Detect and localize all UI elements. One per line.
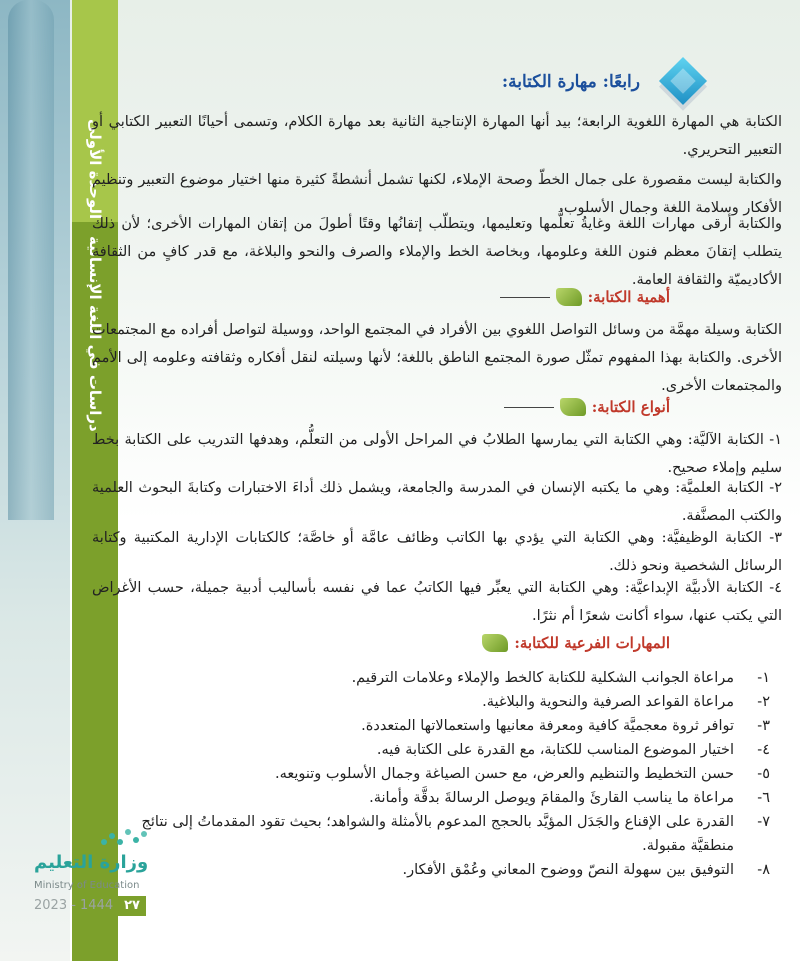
importance-heading-label: أهمية الكتابة:: [587, 288, 670, 306]
subskill-text: مراعاة القواعد الصرفية والنحوية والبلاغية.: [482, 694, 734, 710]
type-item-1: ١- الكتابة الآليَّة: وهي الكتابة التي يمارسها الطلابُ في المراحل الأولى من التعلُّم، وهدفها التدريب على الكتابة بخط سليم وإملاء صحيح.: [92, 432, 782, 476]
subskills-heading: [482, 634, 670, 652]
page-number: ٢٧: [118, 896, 146, 916]
subskill-item: [130, 858, 770, 882]
leaf-icon: [556, 288, 582, 306]
type-item-3: ٣- الكتابة الوظيفيَّة: وهي الكتابة التي يؤدي بها الكاتب وظائف عامَّة أو خاصَّة؛ كالكتابات الإدارية المكتبية وكتابة الرسائل الشخصية ونحو ذلك.: [92, 530, 782, 574]
subskill-item: [130, 810, 770, 858]
type-item-4: ٤- الكتابة الأدبيَّة الإبداعيَّة: وهي الكتابة التي يعبِّر فيها الكاتبُ عما في نفسه بأساليب أدبية جميلة، حسب الأغراض التي يكتب عنها، سواء أكانت شعرًا أم نثرًا.: [92, 580, 782, 624]
subskill-item: [130, 690, 770, 714]
subskill-number: ٣-: [757, 718, 770, 734]
importance-heading: [500, 288, 670, 306]
types-heading: [504, 398, 670, 416]
subskills-heading-label: المهارات الفرعية للكتابة:: [514, 634, 670, 652]
subskill-number: ٢-: [757, 694, 770, 710]
subskill-item: [130, 738, 770, 762]
subskill-item: [130, 666, 770, 690]
intro-paragraph-3: والكتابة أرقى مهارات اللغة وغايةُ تعلُّمها وتعليمها، ويتطلّب إتقانُها وقتًا أطولَ من إتقان المهارات الأخرى؛ لأن ذلك يتطلب إتقانَ معظم فنون اللغة وعلومها، وبخاصة الخط والإملاء والصرف والنحو والبلاغة، مع قدر كافٍ من الثقافة الأكاديميّة والثقافة العامة.: [92, 216, 782, 288]
intro-paragraph-1: الكتابة هي المهارة اللغوية الرابعة؛ بيد أنها المهارة الإنتاجية الثانية بعد مهارة الكلام، وتسمى أحيانًا التعبير الكتابي أو التعبير التحريري.: [92, 114, 782, 158]
intro-paragraph-2: والكتابة ليست مقصورة على جمال الخطّ وصحة الإملاء، لكنها تشمل أنشطةً كثيرة منها اختيار موضوع التعبير وتنظيم الأفكار وسلامة اللغة وجمال الأسلوب.: [92, 172, 782, 216]
ministry-name-ar: وزارة التعليم: [34, 852, 149, 873]
types-heading-label: أنواع الكتابة:: [591, 398, 670, 416]
type-item-2: ٢- الكتابة العلميَّة: وهي ما يكتبه الإنسان في المدرسة والجامعة، ويشمل ذلك أداءَ الاختبارات وكتابةَ البحوث العلمية والكتب المصنَّفة.: [92, 480, 782, 524]
heading-rule: [500, 297, 550, 298]
subskill-number: ٧-: [757, 814, 770, 830]
subskill-text: مراعاة الجوانب الشكلية للكتابة كالخط والإملاء وعلامات الترقيم.: [351, 670, 734, 686]
subskill-text: حسن التخطيط والتنظيم والعرض، مع حسن الصياغة وجمال الأسلوب وتنويعه.: [274, 766, 734, 782]
importance-paragraph: الكتابة وسيلة مهمَّة من وسائل التواصل اللغوي بين الأفراد في المجتمع الواحد، ووسيلة لتواصل أفراده مع المجتمعات الأخرى. والكتابة بهذا المفهوم تمثّل صورة المجتمع الناطق باللغة؛ لأنها وسيلته لنقل أفكاره وثقافته وعلومه إلى الأمم والمجتمعات الأخرى.: [92, 322, 782, 394]
minaret-shape: [8, 0, 54, 520]
subskill-number: ٦-: [757, 790, 770, 806]
subskill-number: ٨-: [757, 862, 770, 878]
subskill-text: مراعاة ما يناسب القارئَ والمقامَ ويوصل الرسالةَ بدقَّة وأمانة.: [369, 790, 734, 806]
subskill-item: [130, 714, 770, 738]
subskill-number: ٤-: [757, 742, 770, 758]
heading-rule: [504, 407, 554, 408]
subskill-text: اختيار الموضوع المناسب للكتابة، مع القدرة على الكتابة فيه.: [376, 742, 734, 758]
subskill-number: ١-: [757, 670, 770, 686]
subskill-item: [130, 762, 770, 786]
section-heading: رابعًا: مهارة الكتابة:: [501, 72, 640, 92]
ministry-name-en: Ministry of Education: [34, 880, 140, 891]
leaf-icon: [482, 634, 508, 652]
sidebar-unit-label: الوحدة الأولى: [86, 119, 104, 220]
subskill-number: ٥-: [757, 766, 770, 782]
subskill-text: القدرة على الإقناع والجَدَل المؤيَّد بالحجج المدعوم بالأمثلة والشواهد؛ بحيث تقود المقدماتُ إلى نتائج منطقيَّة مقبولة.: [141, 814, 734, 854]
subskill-text: التوفيق بين سهولة النصّ ووضوح المعاني وعُمْق الأفكار.: [402, 862, 734, 878]
subskill-text: توافر ثروة معجميَّة كافية ومعرفة معانيها واستعمالاتها المتعددة.: [361, 718, 734, 734]
sidebar-course-label: دراسات في اللغة الإنسانية: [86, 236, 104, 432]
edition-year: 2023 - 1444: [34, 898, 114, 913]
ministry-logo-icon: [96, 822, 156, 852]
leaf-icon: [560, 398, 586, 416]
subskill-item: [130, 786, 770, 810]
